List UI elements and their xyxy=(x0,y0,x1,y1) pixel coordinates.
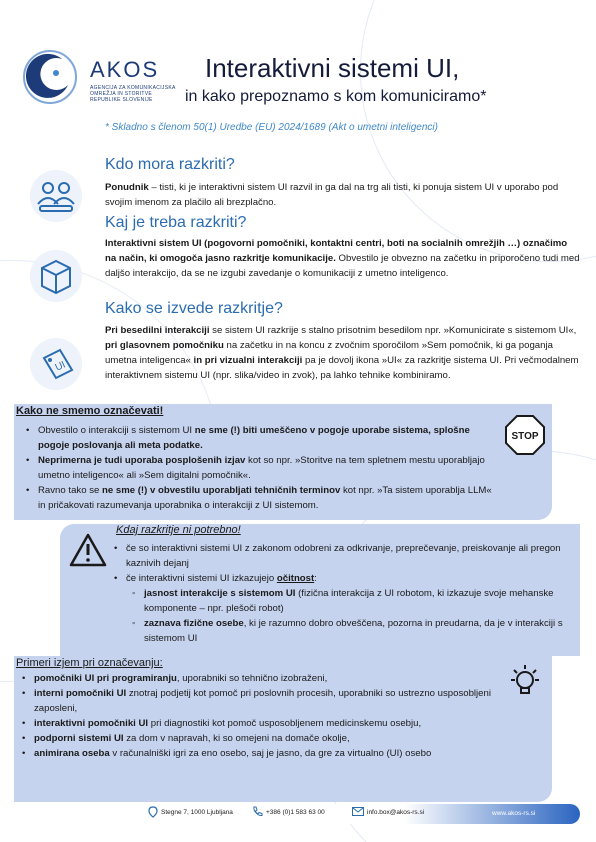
text-run: interaktivni pomočniki UI xyxy=(34,718,149,729)
text-run: pomočniki UI pri programiranju xyxy=(34,673,177,684)
warning-triangle-icon xyxy=(68,532,108,568)
text-run: če so interaktivni sistemi UI z zakonom odobreni za odkrivanje, preprečevanje, preiskovanje ali pregon kaznivih dejanj xyxy=(126,543,561,569)
page-title: Interaktivni sistemi UI, xyxy=(205,53,460,83)
box-icon xyxy=(28,248,84,304)
examples-list xyxy=(20,671,500,761)
text-run: animirana oseba xyxy=(34,748,110,759)
text-run: Interaktivni sistem UI (pogovorni pomočniki, kontaktni centri, boti na socialnih omrežjih …) označimo na način, ki omogoča jasno razkritje komunikacije. xyxy=(105,238,568,264)
sub-list-item xyxy=(130,586,572,616)
text-run: Ravno tako se xyxy=(38,485,102,496)
text-run: kot npr. »Ta sistem uporablja LLM« in pričakovati razumevanja uporabnika o interakciji z UI sistemom. xyxy=(38,485,492,511)
box-title-when: Kdaj razkritje ni potrebno! xyxy=(116,524,241,536)
text-run: ne sme (!) v obvestilu uporabljati tehničnih terminov xyxy=(102,485,341,496)
page-subtitle: in kako prepoznamo s kom komuniciramo* xyxy=(185,88,487,105)
footer-email[interactable]: info.box@akos-rs.si xyxy=(367,809,425,816)
list-item xyxy=(20,671,500,686)
text-run: jasnost interakcije s sistemom UI xyxy=(144,588,296,599)
header xyxy=(0,0,596,145)
mail-icon xyxy=(352,807,364,816)
list-item xyxy=(20,746,500,761)
dont-list xyxy=(24,423,494,513)
list-item xyxy=(20,686,500,716)
phone-icon xyxy=(252,806,263,817)
text-run: , ki je razumno dobro obveščena, pozorna in preudarna, da je v interakciji s sistemom UI xyxy=(144,618,563,644)
text-run: Pri besedilni interakciji xyxy=(105,325,210,336)
text-run: očitnost xyxy=(276,573,315,584)
list-item xyxy=(24,423,494,453)
brand-subtitle: AGENCIJA ZA KOMUNIKACIJSKA OMREŽJA IN STORITVE REPUBLIKE SLOVENIJE xyxy=(90,85,176,103)
text-run: Ponudnik xyxy=(105,182,149,193)
text-run: v računalniški igri za eno osebo, saj je jasno, da gre za virtualno (UI) osebo xyxy=(109,748,432,759)
section-heading-how: Kako se izvede razkritje? xyxy=(105,300,283,317)
warning-box-dont xyxy=(14,404,552,520)
text-run: (fizična interakcija z UI robotom, ki izkazuje svoje mehanske komponente – npr. plešoči robot) xyxy=(144,588,554,614)
text-run: : xyxy=(314,573,317,584)
legal-footnote: * Skladno s členom 50(1) Uredbe (EU) 2024/1689 (Akt o umetni inteligenci) xyxy=(105,122,438,133)
lightbulb-icon xyxy=(508,664,542,704)
list-item xyxy=(20,716,500,731)
text-run: pa je dovolj ikona »UI« za razkritje sistema UI. Pri večmodalnem interaktivnem sistemu UI (npr. slika/video in zvok), pa lahko tehnike kombiniramo. xyxy=(105,355,579,381)
people-icon xyxy=(28,168,84,224)
section-heading-what: Kaj je treba razkriti? xyxy=(105,214,247,231)
location-pin-icon xyxy=(148,806,158,818)
text-run: Neprimerna je tudi uporaba posplošenih izjav xyxy=(38,455,246,466)
info-box-when xyxy=(60,524,580,656)
svg-text:UI: UI xyxy=(53,359,68,374)
text-run: , uporabniki so tehnično izobraženi, xyxy=(176,673,328,684)
list-item xyxy=(112,541,572,571)
text-run: pri glasovnem pomočniku xyxy=(105,340,224,351)
list-item xyxy=(24,483,494,513)
text-run: če interaktivni sistemi UI izkazujejo xyxy=(126,573,277,584)
stop-sign-icon xyxy=(504,414,546,456)
footer-phone[interactable]: +386 (0)1 583 63 00 xyxy=(266,809,325,816)
stop-sign-label: STOP xyxy=(511,431,539,442)
text-run: in pri vizualni interakciji xyxy=(193,355,303,366)
when-list xyxy=(112,541,572,646)
text-run: zaznava fizične osebe xyxy=(144,618,244,629)
examples-box xyxy=(14,656,552,802)
box-title-examples: Primeri izjem pri označevanju: xyxy=(16,657,163,669)
list-item xyxy=(24,453,494,483)
footer-website-link[interactable]: www.akos-rs.si xyxy=(492,810,536,817)
text-run: interni pomočniki UI xyxy=(34,688,127,699)
text-run: Obvestilo je obvezno na začetku in priporočeno tudi med daljšo interakcijo, da se ne izgubi zavedanje o komunikaciji z umetno inteligenco. xyxy=(105,253,580,279)
list-item xyxy=(112,571,572,586)
akos-logo-icon xyxy=(18,45,82,109)
sub-list xyxy=(112,586,572,646)
text-run: se sistem UI razkrije s stalno prisotnim besedilom npr. »Komunicirate s sistemom UI«, xyxy=(209,325,577,336)
box-title-dont: Kako ne smemo označevati! xyxy=(16,405,164,417)
text-run: Obvestilo o interakciji s sistemom UI xyxy=(38,425,195,436)
text-run: na začetku in na koncu z zvočnim sporočilom »Sem pomočnik, ki ga poganja umetna inteligenca« xyxy=(105,340,553,366)
brand-name: AKOS xyxy=(90,57,160,82)
text-run: kot so npr. »Storitve na tem spletnem mestu uporabljajo umetno inteligenco« ali »Sem digitalni pomočnik«. xyxy=(38,455,485,481)
section-heading-who: Kdo mora razkriti? xyxy=(105,156,235,173)
text-run: za dom v napravah, ki so omejeni na domače okolje, xyxy=(123,733,350,744)
text-run: pri diagnostiki kot pomoč usposobljenem medicinskemu osebju, xyxy=(148,718,422,729)
text-run: – tisti, ki je interaktivni sistem UI razvil in ga dal na trg ali tisti, ki ponuja sistem UI v uporabo pod svojim imenom za plačilo ali brezplačno. xyxy=(105,182,559,208)
ui-tag-icon xyxy=(28,336,84,392)
text-run: podporni sistemi UI xyxy=(34,733,124,744)
text-run: znotraj podjetij kot pomoč pri poslovnih procesih, uporabniki so ustrezno usposobljeni zaposleni, xyxy=(34,688,491,714)
section-text-who xyxy=(105,180,580,210)
text-run: ne sme (!) biti umeščeno v pogoje uporabe sistema, splošne pogoje poslovanja ali meta podatke. xyxy=(38,425,470,451)
sub-list-item xyxy=(130,616,572,646)
footer-address: Stegne 7, 1000 Ljubljana xyxy=(161,809,233,816)
list-item xyxy=(20,731,500,746)
section-text-how xyxy=(105,323,580,383)
section-text-what xyxy=(105,236,580,281)
